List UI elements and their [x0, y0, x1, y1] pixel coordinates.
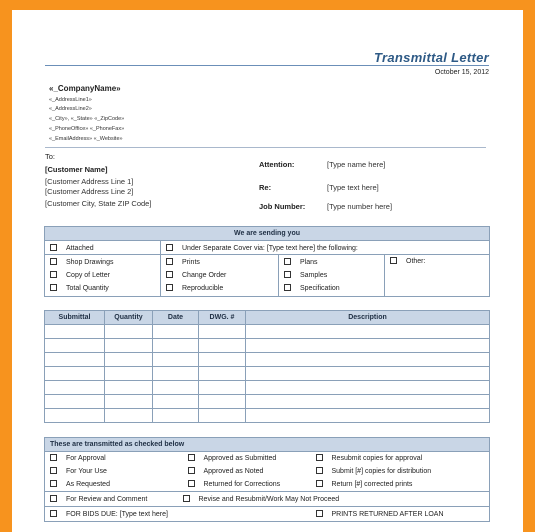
option-label: For Review and Comment	[66, 496, 148, 503]
review-option[interactable]	[45, 492, 183, 507]
table-cell[interactable]	[199, 409, 246, 423]
for-approval-option[interactable]	[50, 452, 183, 465]
transmitted-column-2	[183, 452, 311, 492]
company-city-line: «_City», «_State» «_ZipCode»	[49, 116, 125, 122]
table-cell[interactable]	[45, 367, 105, 381]
returned-for-corrections-option[interactable]	[188, 478, 311, 491]
checkbox[interactable]	[188, 467, 195, 474]
option-label: Copy of Letter	[66, 272, 110, 279]
table-cell[interactable]	[246, 367, 490, 381]
separate-cover-option[interactable]	[161, 241, 490, 255]
checkbox[interactable]	[166, 271, 173, 278]
re-field[interactable]: [Type text here]	[327, 183, 379, 192]
table-cell[interactable]	[246, 409, 490, 423]
table-cell[interactable]	[199, 339, 246, 353]
transmittal-letter-page	[12, 10, 523, 532]
table-cell[interactable]	[153, 325, 199, 339]
table-cell[interactable]	[153, 381, 199, 395]
checkbox[interactable]	[390, 257, 397, 264]
specification-option[interactable]	[284, 282, 384, 295]
option-label: Revise and Resubmit/Work May Not Proceed	[198, 496, 340, 503]
checkbox[interactable]	[316, 510, 323, 517]
option-label: Change Order	[182, 272, 227, 279]
checkbox[interactable]	[166, 284, 173, 291]
table-cell[interactable]	[199, 381, 246, 395]
table-cell[interactable]	[246, 395, 490, 409]
company-name: «_CompanyName»	[49, 84, 121, 93]
attention-field[interactable]: [Type name here]	[327, 160, 386, 169]
checkbox[interactable]	[50, 480, 57, 487]
table-cell[interactable]	[105, 367, 153, 381]
table-cell[interactable]	[45, 381, 105, 395]
re-label: Re:	[259, 183, 272, 192]
option-label: FOR BIDS DUE: [Type text here]	[66, 511, 168, 518]
table-cell[interactable]	[246, 325, 490, 339]
checkbox[interactable]	[284, 271, 291, 278]
option-label: Returned for Corrections	[203, 481, 281, 488]
column-header-description: Description	[246, 311, 490, 325]
letter-date: October 15, 2012	[434, 69, 489, 76]
option-label: Specification	[300, 285, 340, 292]
checkbox[interactable]	[188, 454, 195, 461]
sending-header: We are sending you	[45, 227, 490, 241]
to-label: To:	[45, 152, 56, 161]
checkbox[interactable]	[188, 480, 195, 487]
prints-returned-option[interactable]	[311, 507, 490, 522]
option-label: Prints	[182, 259, 200, 266]
table-cell[interactable]	[153, 395, 199, 409]
transmitted-header: These are transmitted as checked below	[45, 438, 490, 452]
bids-option[interactable]	[45, 507, 311, 522]
checkbox[interactable]	[316, 454, 323, 461]
table-cell[interactable]	[105, 353, 153, 367]
option-label: For Approval	[66, 455, 106, 462]
checkbox[interactable]	[50, 244, 57, 251]
table-cell[interactable]	[199, 353, 246, 367]
submit-copies-option[interactable]	[316, 465, 490, 478]
transmitted-column-1	[45, 452, 183, 492]
table-cell[interactable]	[199, 395, 246, 409]
other-option[interactable]	[390, 255, 489, 268]
sending-table	[44, 226, 490, 297]
checkbox[interactable]	[50, 284, 57, 291]
table-cell[interactable]	[45, 325, 105, 339]
option-label: PRINTS RETURNED AFTER LOAN	[331, 511, 444, 518]
table-cell[interactable]	[246, 353, 490, 367]
attached-option[interactable]	[45, 241, 161, 255]
job-number-field[interactable]: [Type number here]	[327, 202, 393, 211]
option-label: Approved as Submitted	[203, 455, 277, 462]
change-order-option[interactable]	[166, 269, 278, 282]
checkbox[interactable]	[166, 244, 173, 251]
table-cell[interactable]	[105, 395, 153, 409]
for-your-use-option[interactable]	[50, 465, 183, 478]
option-label: Return [#] corrected prints	[331, 481, 413, 488]
company-address-line: «_AddressLine2»	[49, 106, 92, 112]
approved-as-submitted-option[interactable]	[188, 452, 311, 465]
table-cell[interactable]	[45, 395, 105, 409]
customer-address-2[interactable]: [Customer Address Line 2]	[45, 187, 134, 196]
option-label: Samples	[300, 272, 328, 279]
sending-column-3	[279, 255, 385, 297]
table-row	[45, 409, 490, 423]
attention-label: Attention:	[259, 160, 295, 169]
company-web-line: «_EmailAddress» «_Website»	[49, 136, 123, 142]
option-label: Other:	[406, 258, 426, 265]
submittal-rows	[45, 325, 490, 423]
table-cell[interactable]	[153, 353, 199, 367]
checkbox[interactable]	[50, 454, 57, 461]
checkbox[interactable]	[50, 271, 57, 278]
column-header-dwg: DWG. #	[199, 311, 246, 325]
title-divider	[45, 65, 489, 66]
column-header-date: Date	[153, 311, 199, 325]
revise-option[interactable]	[183, 492, 490, 507]
option-label: Plans	[300, 259, 318, 266]
table-row	[45, 381, 490, 395]
customer-name[interactable]: [Customer Name]	[45, 165, 108, 174]
as-requested-option[interactable]	[50, 478, 183, 491]
option-label: As Requested	[66, 481, 110, 488]
checkbox[interactable]	[183, 495, 190, 502]
transmitted-column-3	[311, 452, 490, 492]
checkbox[interactable]	[284, 258, 291, 265]
document-title: Transmittal Letter	[374, 50, 489, 65]
checkbox[interactable]	[316, 480, 323, 487]
sending-column-4	[385, 255, 490, 297]
table-cell[interactable]	[105, 409, 153, 423]
samples-option[interactable]	[284, 269, 384, 282]
resubmit-copies-option[interactable]	[316, 452, 490, 465]
option-label: For Your Use	[66, 468, 107, 475]
table-row	[45, 395, 490, 409]
option-label: Shop Drawings	[66, 259, 114, 266]
table-cell[interactable]	[199, 367, 246, 381]
reproducible-option[interactable]	[166, 282, 278, 295]
table-row	[45, 367, 490, 381]
option-label: Resubmit copies for approval	[331, 455, 423, 462]
checkbox[interactable]	[50, 467, 57, 474]
table-cell[interactable]	[105, 339, 153, 353]
header-divider	[45, 147, 486, 148]
shop-drawings-option[interactable]	[50, 256, 160, 269]
option-label: Total Quantity	[66, 285, 109, 292]
prints-option[interactable]	[166, 256, 278, 269]
table-cell[interactable]	[45, 353, 105, 367]
customer-city-state-zip[interactable]: [Customer City, State ZIP Code]	[45, 199, 152, 208]
sending-column-2	[161, 255, 279, 297]
checkbox[interactable]	[50, 495, 57, 502]
table-row	[45, 325, 490, 339]
checkbox[interactable]	[166, 258, 173, 265]
checkbox[interactable]	[50, 258, 57, 265]
transmitted-table	[44, 437, 490, 522]
customer-address-1[interactable]: [Customer Address Line 1]	[45, 177, 134, 186]
column-header-quantity: Quantity	[105, 311, 153, 325]
table-cell[interactable]	[105, 325, 153, 339]
approved-as-noted-option[interactable]	[188, 465, 311, 478]
sending-column-1	[45, 255, 161, 297]
table-cell[interactable]	[153, 339, 199, 353]
total-quantity-option[interactable]	[50, 282, 160, 295]
plans-option[interactable]	[284, 256, 384, 269]
checkbox[interactable]	[316, 467, 323, 474]
column-header-submittal: Submittal	[45, 311, 105, 325]
job-number-label: Job Number:	[259, 202, 306, 211]
separate-cover-label: Under Separate Cover via: [Type text here] the following:	[182, 244, 358, 252]
table-row	[45, 353, 490, 367]
table-row	[45, 339, 490, 353]
company-phone-line: «_PhoneOffice» «_PhoneFax»	[49, 126, 125, 132]
option-label: Approved as Noted	[203, 468, 264, 475]
submittal-table	[44, 310, 490, 423]
table-cell[interactable]	[153, 409, 199, 423]
attached-label: Attached	[66, 244, 94, 252]
checkbox[interactable]	[50, 510, 57, 517]
table-cell[interactable]	[105, 381, 153, 395]
company-address-line: «_AddressLine1»	[49, 97, 92, 103]
table-cell[interactable]	[199, 325, 246, 339]
copy-of-letter-option[interactable]	[50, 269, 160, 282]
table-cell[interactable]	[246, 381, 490, 395]
option-label: Reproducible	[182, 285, 224, 292]
table-cell[interactable]	[45, 339, 105, 353]
table-cell[interactable]	[45, 409, 105, 423]
table-cell[interactable]	[153, 367, 199, 381]
table-cell[interactable]	[246, 339, 490, 353]
option-label: Submit [#] copies for distribution	[331, 468, 432, 475]
checkbox[interactable]	[284, 284, 291, 291]
return-corrected-prints-option[interactable]	[316, 478, 490, 491]
